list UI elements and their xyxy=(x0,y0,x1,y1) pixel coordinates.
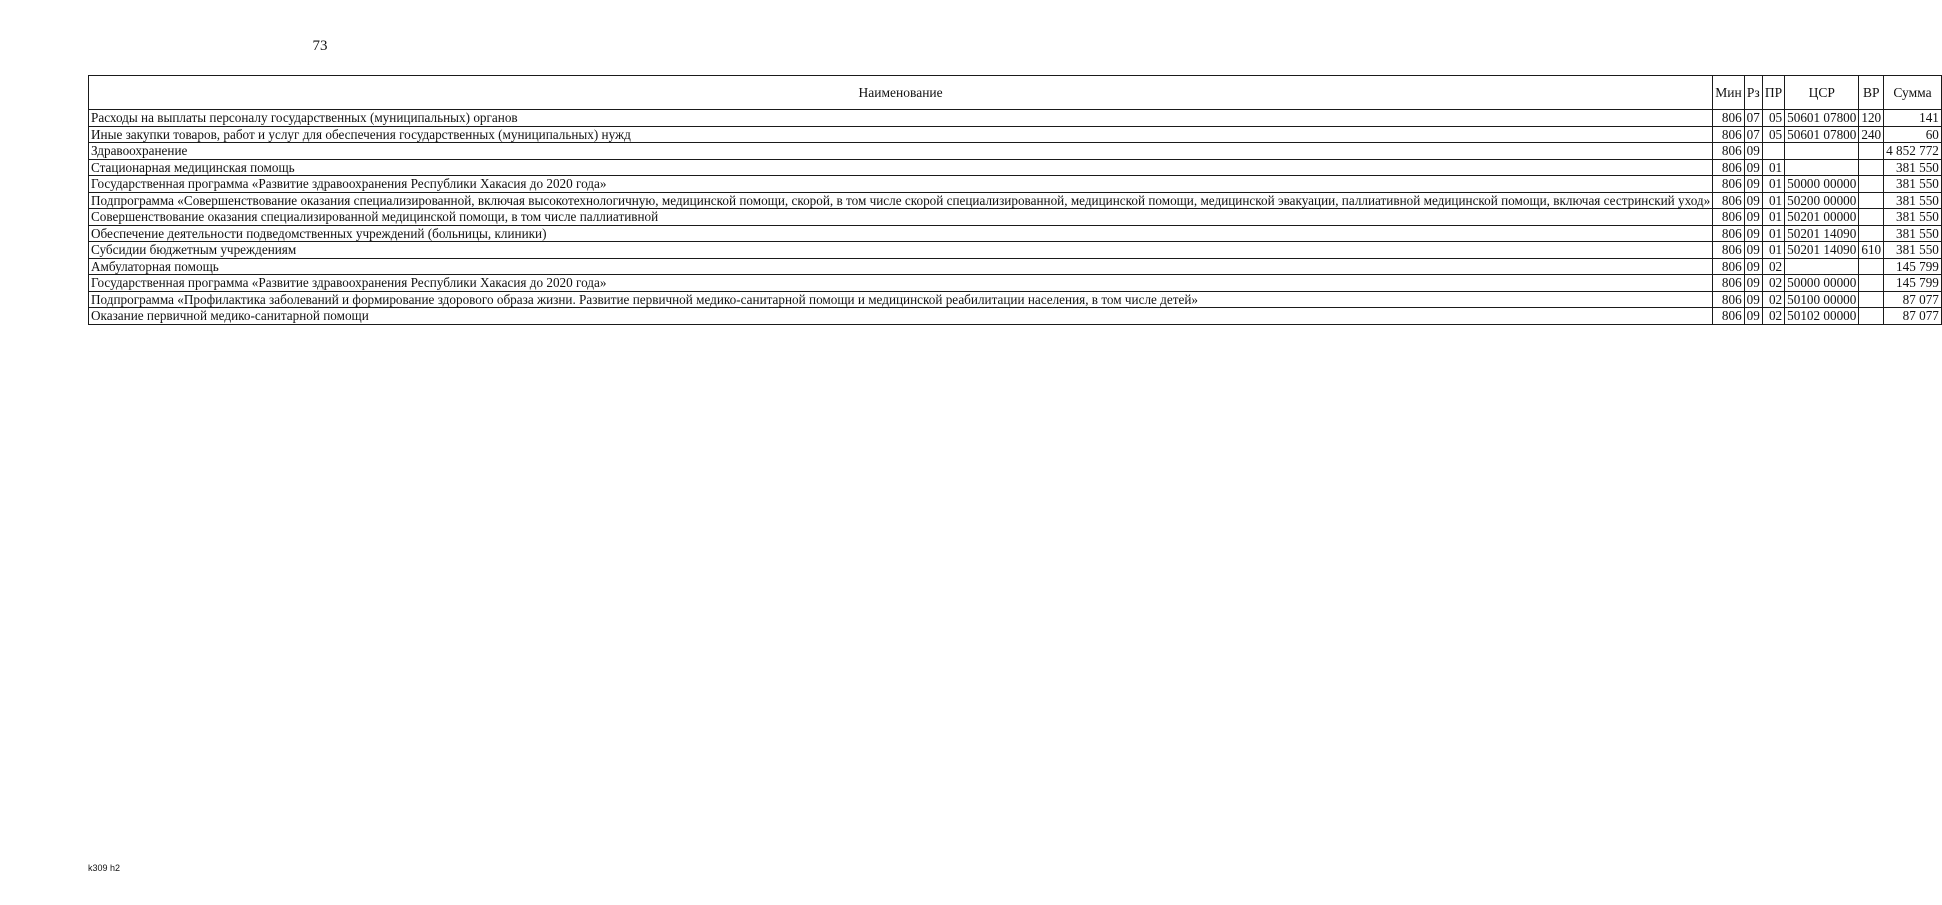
table-row xyxy=(89,143,1942,160)
cell-sum: 381 550 xyxy=(1884,192,1942,209)
table-row xyxy=(89,258,1942,275)
cell-min: 806 xyxy=(1713,258,1744,275)
cell-csr: 50201 14090 xyxy=(1785,242,1859,259)
cell-vr xyxy=(1859,143,1884,160)
table-row xyxy=(89,209,1942,226)
cell-pr: 01 xyxy=(1762,209,1784,226)
cell-pr: 02 xyxy=(1762,291,1784,308)
cell-min: 806 xyxy=(1713,291,1744,308)
cell-sum: 381 550 xyxy=(1884,225,1942,242)
cell-csr: 50000 00000 xyxy=(1785,275,1859,292)
cell-name: Совершенствование оказания специализированной медицинской помощи, в том числе паллиативной xyxy=(89,209,1713,226)
footer-code: k309 h2 xyxy=(88,863,121,873)
table-row xyxy=(89,225,1942,242)
cell-vr xyxy=(1859,275,1884,292)
header-min: Мин xyxy=(1713,76,1744,110)
cell-min: 806 xyxy=(1713,308,1744,325)
cell-pr: 02 xyxy=(1762,308,1784,325)
header-sum: Сумма xyxy=(1884,76,1942,110)
table-row xyxy=(89,308,1942,325)
cell-sum: 4 852 772 xyxy=(1884,143,1942,160)
table-header-row xyxy=(89,76,1942,110)
cell-csr: 50601 07800 xyxy=(1785,126,1859,143)
cell-pr: 01 xyxy=(1762,176,1784,193)
budget-table xyxy=(88,75,1942,325)
cell-csr: 50200 00000 xyxy=(1785,192,1859,209)
cell-min: 806 xyxy=(1713,126,1744,143)
cell-rz: 09 xyxy=(1744,225,1762,242)
cell-sum: 87 077 xyxy=(1884,308,1942,325)
table-row xyxy=(89,176,1942,193)
table-row xyxy=(89,242,1942,259)
cell-vr xyxy=(1859,225,1884,242)
table-row xyxy=(89,126,1942,143)
table-row xyxy=(89,291,1942,308)
cell-vr xyxy=(1859,209,1884,226)
cell-min: 806 xyxy=(1713,192,1744,209)
cell-rz: 07 xyxy=(1744,110,1762,127)
cell-rz: 09 xyxy=(1744,258,1762,275)
cell-name: Амбулаторная помощь xyxy=(89,258,1713,275)
cell-pr: 01 xyxy=(1762,225,1784,242)
cell-min: 806 xyxy=(1713,225,1744,242)
cell-min: 806 xyxy=(1713,209,1744,226)
cell-csr: 50201 00000 xyxy=(1785,209,1859,226)
cell-pr: 05 xyxy=(1762,126,1784,143)
cell-csr xyxy=(1785,143,1859,160)
cell-name: Обеспечение деятельности подведомственных учреждений (больницы, клиники) xyxy=(89,225,1713,242)
cell-rz: 09 xyxy=(1744,308,1762,325)
cell-sum: 381 550 xyxy=(1884,159,1942,176)
cell-vr xyxy=(1859,176,1884,193)
cell-vr: 120 xyxy=(1859,110,1884,127)
cell-rz: 09 xyxy=(1744,242,1762,259)
page-number: 73 xyxy=(312,38,328,54)
cell-pr: 01 xyxy=(1762,192,1784,209)
cell-csr: 50201 14090 xyxy=(1785,225,1859,242)
header-vr: ВР xyxy=(1859,76,1884,110)
cell-sum: 145 799 xyxy=(1884,258,1942,275)
header-pr: ПР xyxy=(1762,76,1784,110)
table-row xyxy=(89,275,1942,292)
cell-name: Государственная программа «Развитие здравоохранения Республики Хакасия до 2020 года» xyxy=(89,275,1713,292)
cell-name: Государственная программа «Развитие здравоохранения Республики Хакасия до 2020 года» xyxy=(89,176,1713,193)
cell-vr: 610 xyxy=(1859,242,1884,259)
cell-pr: 05 xyxy=(1762,110,1784,127)
cell-csr: 50102 00000 xyxy=(1785,308,1859,325)
cell-pr: 01 xyxy=(1762,159,1784,176)
cell-name: Стационарная медицинская помощь xyxy=(89,159,1713,176)
cell-sum: 381 550 xyxy=(1884,176,1942,193)
table-row xyxy=(89,159,1942,176)
cell-sum: 60 xyxy=(1884,126,1942,143)
cell-rz: 09 xyxy=(1744,291,1762,308)
cell-pr: 02 xyxy=(1762,275,1784,292)
cell-csr: 50100 00000 xyxy=(1785,291,1859,308)
cell-pr: 02 xyxy=(1762,258,1784,275)
cell-vr xyxy=(1859,192,1884,209)
table-row xyxy=(89,192,1942,209)
cell-rz: 09 xyxy=(1744,275,1762,292)
header-rz: Рз xyxy=(1744,76,1762,110)
cell-csr xyxy=(1785,258,1859,275)
cell-sum: 381 550 xyxy=(1884,209,1942,226)
cell-name: Оказание первичной медико-санитарной помощи xyxy=(89,308,1713,325)
cell-name: Здравоохранение xyxy=(89,143,1713,160)
header-name: Наименование xyxy=(89,76,1713,110)
table-body xyxy=(89,110,1942,325)
cell-min: 806 xyxy=(1713,143,1744,160)
cell-rz: 07 xyxy=(1744,126,1762,143)
cell-name: Иные закупки товаров, работ и услуг для обеспечения государственных (муниципальных) нужд xyxy=(89,126,1713,143)
cell-csr: 50601 07800 xyxy=(1785,110,1859,127)
cell-sum: 87 077 xyxy=(1884,291,1942,308)
cell-csr: 50000 00000 xyxy=(1785,176,1859,193)
cell-sum: 145 799 xyxy=(1884,275,1942,292)
cell-name: Подпрограмма «Совершенствование оказания специализированной, включая высокотехнологичную, медицинской помощи, скорой, в том числе скорой специализированной, медицинской помощи, медицинской эвакуации, паллиативной медицинской помощи, включая сестринский уход» xyxy=(89,192,1713,209)
cell-vr xyxy=(1859,258,1884,275)
cell-sum: 381 550 xyxy=(1884,242,1942,259)
cell-pr: 01 xyxy=(1762,242,1784,259)
cell-min: 806 xyxy=(1713,110,1744,127)
cell-vr xyxy=(1859,159,1884,176)
cell-min: 806 xyxy=(1713,275,1744,292)
cell-name: Субсидии бюджетным учреждениям xyxy=(89,242,1713,259)
cell-name: Подпрограмма «Профилактика заболеваний и формирование здорового образа жизни. Развитие первичной медико-санитарной помощи и медицинской реабилитации населения, в том числе детей» xyxy=(89,291,1713,308)
cell-min: 806 xyxy=(1713,159,1744,176)
cell-rz: 09 xyxy=(1744,209,1762,226)
cell-rz: 09 xyxy=(1744,192,1762,209)
cell-rz: 09 xyxy=(1744,176,1762,193)
cell-vr xyxy=(1859,308,1884,325)
header-csr: ЦСР xyxy=(1785,76,1859,110)
cell-rz: 09 xyxy=(1744,159,1762,176)
cell-rz: 09 xyxy=(1744,143,1762,160)
cell-sum: 141 xyxy=(1884,110,1942,127)
table-row xyxy=(89,110,1942,127)
cell-csr xyxy=(1785,159,1859,176)
cell-min: 806 xyxy=(1713,176,1744,193)
cell-pr xyxy=(1762,143,1784,160)
cell-min: 806 xyxy=(1713,242,1744,259)
cell-name: Расходы на выплаты персоналу государственных (муниципальных) органов xyxy=(89,110,1713,127)
cell-vr xyxy=(1859,291,1884,308)
cell-vr: 240 xyxy=(1859,126,1884,143)
